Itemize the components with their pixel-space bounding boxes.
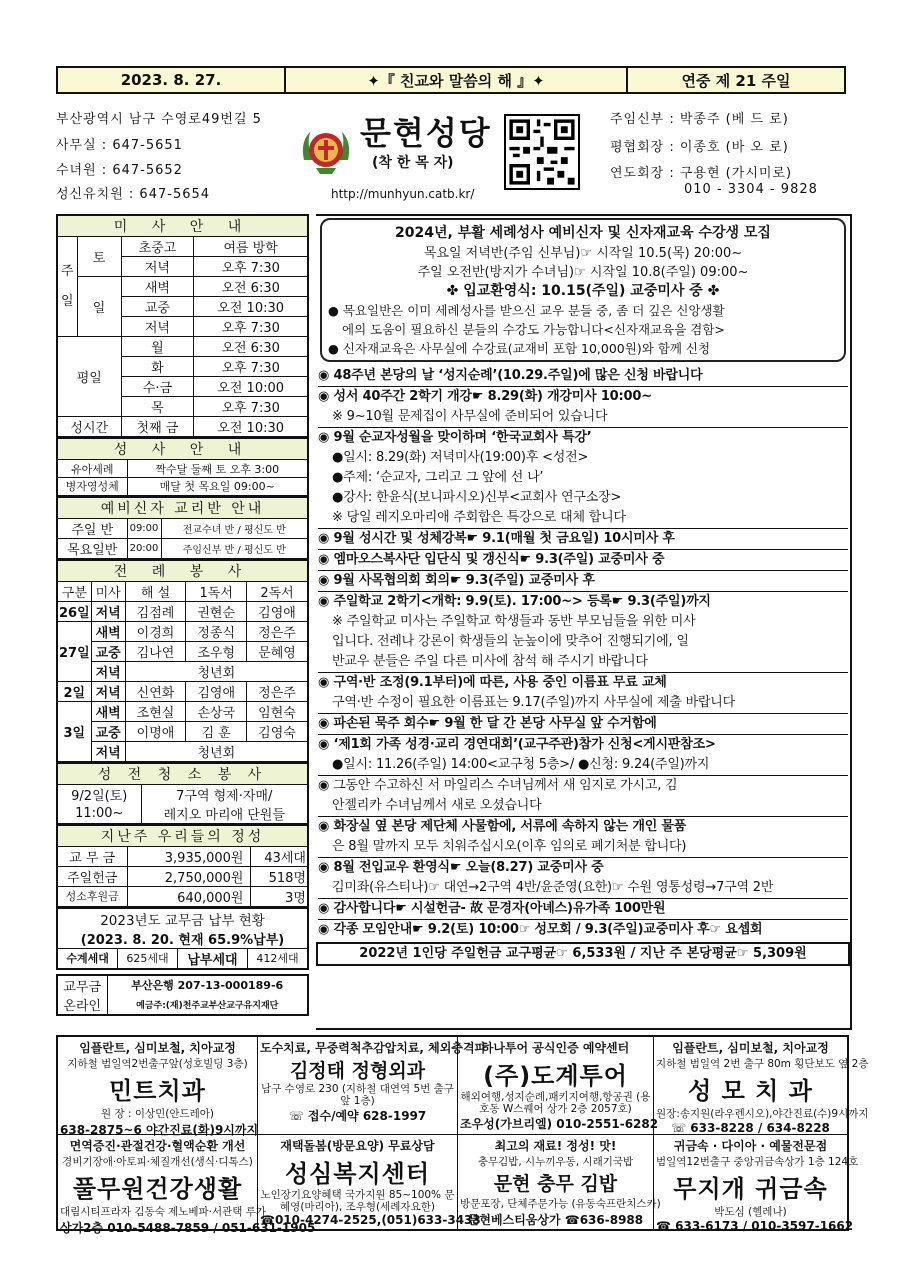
col-header: 1독서	[186, 581, 247, 601]
advertisement	[58, 1037, 258, 1135]
notice-detail: 구역·반 수정이 필요한 이름표는 9.17(주일)까지 사무실에 제출 바랍니다	[332, 695, 736, 710]
holy-hour-label: 성시간	[57, 417, 121, 438]
convent-phone: 수녀원 : 647-5652	[56, 163, 183, 178]
cleaning-date: 9/2일(토)	[57, 784, 141, 804]
liturgy-service-table	[56, 560, 309, 763]
service-day: 3일	[57, 701, 91, 762]
ad-contact: ☏ 633-8228 / 634-8228	[671, 1121, 830, 1135]
mass-time: 오전 10:30	[194, 297, 308, 317]
ad-business-name: 풀무원건강생활	[72, 1175, 243, 1203]
service-mass: 새벽	[91, 701, 125, 721]
ad-contact: ☎010-4274-2525,(051)633-3433	[260, 1213, 481, 1227]
church-patron: (착 한 목 자)	[372, 155, 454, 171]
notice-item	[318, 386, 848, 427]
ad-contact: 638-2875~6 야간진료(화)9시까지	[60, 1123, 259, 1137]
account-label: 교무금	[57, 975, 107, 995]
notice-headline: ◉ 그동안 수고하신 서 마일리스 수녀님께서 새 임지로 가시고, 김	[318, 778, 678, 793]
advertisement	[458, 1037, 659, 1135]
notice-item	[318, 713, 848, 734]
commentator: 이경희	[125, 621, 186, 641]
class-teacher: 전교수녀 반 / 평신도 반	[161, 518, 308, 538]
advertisement	[258, 1135, 481, 1231]
ad-business-name: 민트치과	[109, 1077, 206, 1105]
cleaning-group: 레지오 마리애 단원들	[141, 804, 308, 824]
ad-location: 지하철 범일역2번출구앞(성호빌딩 3층)	[67, 1058, 248, 1070]
notice-headline: ◉ 9월 성시간 및 성체강복☛ 9.1(매월 첫 금요일) 10시미사 후	[318, 531, 675, 546]
sacrament-title: 성 사 안 내	[57, 439, 308, 460]
notice-headline: ◉ 화장실 옆 본당 제단체 사물함에, 서류에 속하지 않는 개인 물품	[318, 819, 687, 834]
ad-business-name: 김정태 정형외과	[289, 1060, 426, 1082]
advertisement-grid	[56, 1035, 869, 1235]
mass-name: 월	[121, 337, 194, 357]
notice-item	[318, 528, 848, 549]
info-column	[56, 214, 309, 1016]
class-label: 목요일반	[57, 538, 127, 559]
ad-detail: 박도심 (헬레나)	[714, 1206, 787, 1218]
offering-label: 성소후원금	[57, 886, 127, 907]
offering-amount: 640,000원	[127, 886, 250, 907]
notice-headline: ◉ 8월 전입교우 환영식☛ 오늘(8.27) 교중미사 중	[318, 860, 604, 875]
service-mass: 저녁	[91, 741, 125, 762]
ad-location: 경비기장애·아토피·체질개선(생식·디톡스)	[62, 1156, 253, 1168]
notice-item	[318, 734, 848, 775]
mass-name: 목	[121, 397, 194, 417]
notice-detail: ※ 주일학교 미사는 주일학교 학생들과 동반 부모님들을 위한 미사	[332, 614, 696, 629]
recruit-line: 목요일 저녁반(주임 신부님)☞ 시작일 10.5(목) 20:00~	[423, 246, 743, 261]
mass-time: 여름 방학	[194, 237, 308, 257]
holy-hour-time: 오전 10:30	[194, 417, 308, 438]
offering-label: 교 무 금	[57, 846, 127, 866]
notice-item	[318, 672, 848, 713]
mass-name: 새벽	[121, 277, 194, 297]
ad-detail: 노인장기요양혜택 국가지원 85~100% 문혜영(마리아), 조우형(세례자요한)	[260, 1189, 455, 1213]
col-header: 구분	[57, 581, 91, 601]
ad-business-name: 문현 충무 김밥	[493, 1173, 618, 1195]
notice-item	[318, 816, 848, 857]
catechumen-table	[56, 497, 309, 560]
notice-headline: ◉ ‘제1회 가족 성경·교리 경연대회’(교구주관)참가 신청<게시판참조>	[318, 737, 716, 752]
council-president: 평협회장 : 이종호 (바 오 로)	[610, 140, 789, 155]
notice-detail: ●일시: 11.26(주일) 14:00<교구청 5층>/ ●신청: 9.24(주일)까지	[332, 757, 710, 772]
notice-detail: 반교우 분들은 주일 다른 미사에 참석 해 주시기 바랍니다	[332, 654, 648, 669]
mass-time: 오후 7:30	[194, 317, 308, 337]
reader-1: 김영애	[186, 681, 247, 701]
offering-count: 518명	[250, 866, 308, 886]
ad-tagline: 임플란트, 심미보철, 치아교정	[672, 1041, 829, 1055]
notice-item	[318, 549, 848, 570]
mass-time: 오후 7:30	[194, 357, 308, 377]
notice-detail: ※ 9~10월 문제집이 사무실에 준비되어 있습니다	[332, 409, 608, 424]
notice-headline: ◉ 주일학교 2학기<개학: 9.9(토). 17:00~> 등록☛ 9.3(주일)까지	[318, 594, 711, 609]
household-label: 수계세대	[57, 948, 118, 969]
mass-schedule-title: 미 사 안 내	[57, 215, 308, 237]
class-time: 20:00	[127, 538, 161, 559]
household-count: 625세대	[118, 948, 178, 969]
service-mass: 저녁	[91, 681, 125, 701]
notice-detail: ●일시: 8.29(화) 저녁미사(19:00)후 <성전>	[332, 450, 589, 465]
notice-item	[318, 366, 848, 386]
commentator: 조현실	[125, 701, 186, 721]
recruit-box	[320, 218, 846, 362]
dues-status-table	[56, 908, 309, 970]
notice-detail: 입니다. 전례나 강론이 학생들의 눈높이에 맞추어 진행되기에, 일	[332, 634, 689, 649]
paid-count: 412세대	[248, 948, 308, 969]
advertisement	[654, 1037, 869, 1135]
ad-location: 범일역12번출구 중앙귀금속상가 1층 124호	[656, 1156, 859, 1168]
notice-headline: ◉ 성서 40주간 2학기 개강☛ 8.29(화) 개강미사 10:00~	[318, 389, 652, 404]
commentator: 김나연	[125, 641, 186, 661]
holy-hour-day: 첫째 금	[121, 417, 194, 438]
recruit-note: ● 목요일반은 이미 세례성사를 받으신 교우 분들 중, 좀 더 깊은 신앙생활	[328, 303, 725, 318]
reader-1: 조우형	[186, 641, 247, 661]
commentator: 김점례	[125, 601, 186, 621]
recruit-title: 2024년, 부활 세례성사 예비신자 및 신자재교육 수강생 모집	[395, 225, 771, 241]
youth-president-phone: 010 - 3304 - 9828	[684, 182, 818, 197]
service-mass: 저녁	[91, 601, 125, 621]
offering-count: 43세대	[250, 846, 308, 866]
reader-2: 김영숙	[247, 721, 308, 741]
offering-average-box: 2022년 1인당 주일헌금 교구평균☞ 6,533원 / 지난 주 본당평균☞ 5,309원	[316, 942, 850, 966]
offering-table	[56, 825, 309, 908]
church-address: 부산광역시 남구 수영로49번길 5	[56, 112, 262, 127]
ad-tagline: 최고의 재료! 정성! 맛!	[494, 1139, 617, 1153]
sacrament-value: 매달 첫 목요일 09:00~	[127, 478, 308, 496]
ad-location: 지하철 범일역 2번 출구 80m 횡단보도 옆 2층	[656, 1058, 869, 1070]
col-header: 해 설	[125, 581, 186, 601]
advertisement	[654, 1135, 859, 1233]
reader-1: 김 훈	[186, 721, 247, 741]
mass-name: 저녁	[121, 317, 194, 337]
notice-detail: 김미좌(유스티나)☞ 대연→2구역 4반/윤준영(요한)☞ 수원 영통성령→7구역 2반	[332, 880, 774, 895]
parish-emblem-icon	[296, 120, 356, 180]
notice-detail: ●강사: 한윤식(보니파시오)신부<교회사 연구소장>	[332, 490, 622, 505]
ad-location: 충무김밥, 시누끼우동, 시래기국밥	[477, 1156, 634, 1168]
account-label: 온라인	[57, 995, 107, 1015]
notice-column	[316, 214, 852, 1030]
reader-2: 김영애	[247, 601, 308, 621]
ad-contact: ☏ 접수/예약 628-1997	[288, 1109, 427, 1123]
ad-detail: 해외여행,성지순례,패키지여행,항공권 (용호동 W스퀘어 상가 2층 2057호)	[460, 1091, 651, 1115]
ad-tagline: 임플란트, 심미보철, 치아교정	[79, 1041, 236, 1055]
ad-detail: 방문포장, 단체주문가능 (유동숙프란치스카)	[460, 1198, 661, 1210]
ad-tagline: 하나투어 공식인증 예약센터	[481, 1041, 630, 1055]
youth-group: 청년회	[125, 661, 308, 681]
kindergarten-phone: 성신유치원 : 647-5654	[56, 187, 211, 202]
reader-2: 정은주	[247, 621, 308, 641]
mass-time: 오전 6:30	[194, 277, 308, 297]
offering-amount: 2,750,000원	[127, 866, 250, 886]
notice-item	[318, 919, 848, 940]
notice-headline: ◉ 엠마오스복사단 입단식 및 갱신식☛ 9.3(주일) 교중미사 중	[318, 552, 665, 567]
account-holder: 예금주:(재)천주교부산교구유지재단	[107, 995, 308, 1015]
recruit-note: ● 신자재교육은 사무실에 수강료(교재비 포함 10,000원)와 함께 신청	[328, 341, 711, 356]
reader-1: 정종식	[186, 621, 247, 641]
yearly-motto: ✦『 친교와 말씀의 해 』✦	[286, 68, 628, 92]
mass-time: 오전 6:30	[194, 337, 308, 357]
church-name: 문현성당	[360, 114, 492, 152]
notice-headline: ◉ 파손된 묵주 회수☛ 9월 한 달 간 본당 사무실 앞 수거함에	[318, 716, 657, 731]
offering-amount: 3,935,000원	[127, 846, 250, 866]
sunday-day-label: 일	[77, 277, 121, 337]
advertisement	[458, 1135, 661, 1231]
sacrament-table	[56, 438, 309, 497]
online-account-table	[56, 974, 309, 1016]
bank-account: 부산은행 207-13-000189-6	[107, 975, 308, 995]
notice-item	[318, 591, 848, 672]
mass-schedule-table	[56, 214, 309, 438]
mass-name: 교중	[121, 297, 194, 317]
sacrament-value: 짝수달 둘째 토 오후 3:00	[127, 460, 308, 478]
ad-tagline: 도수치료, 무중력척추감압치료, 체외충격파	[260, 1041, 487, 1055]
commentator: 이명애	[125, 721, 186, 741]
reader-2: 문혜영	[247, 641, 308, 661]
notice-item	[318, 898, 848, 919]
reader-2: 정은주	[247, 681, 308, 701]
mass-time: 오후 7:30	[194, 257, 308, 277]
ad-detail: 원장:송지원(라우렌시오),야간진료(수)9시까지	[656, 1108, 869, 1120]
service-day: 2일	[57, 681, 91, 701]
sunday-label: 주일	[57, 237, 77, 337]
ad-contact: 조우성(가브리엘) 010-2551-6282	[460, 1117, 659, 1131]
class-time: 09:00	[127, 518, 161, 538]
commentator: 신연화	[125, 681, 186, 701]
notice-detail: ※ 당일 레지오마리애 주회합은 특강으로 대체 합니다	[332, 510, 626, 525]
service-mass: 교중	[91, 721, 125, 741]
notice-headline: ◉ 각종 모임안내☛ 9.2(토) 10:00☞ 성모회 / 9.3(주일)교중미사 후☞ 요셉회	[318, 922, 763, 937]
offering-title: 지난주 우리들의 정성	[57, 825, 308, 846]
service-day: 27일	[57, 621, 91, 681]
ad-business-name: (주)도계투어	[483, 1062, 628, 1090]
col-header: 미사	[91, 581, 125, 601]
ad-detail: 남구 수영로 230 (지하철 대연역 5번 출구 앞 1층)	[261, 1083, 454, 1107]
ad-contact: ☎ 633-6173 / 010-3597-1662	[656, 1219, 854, 1233]
cleaning-title: 성 전 청 소 봉 사	[57, 763, 308, 784]
qr-code-icon[interactable]	[504, 114, 580, 190]
cleaning-table	[56, 763, 309, 825]
class-label: 주일 반	[57, 518, 127, 538]
notice-headline: ◉ 감사합니다☛ 시설헌금- 故 문경자(아녜스)유가족 100만원	[318, 901, 666, 916]
catechumen-title: 예비신자 교리반 안내	[57, 497, 308, 518]
mass-name: 수·금	[121, 377, 194, 397]
recruit-welcome: ✤ 입교환영식: 10.15(주일) 교중미사 중 ✤	[446, 283, 720, 299]
ad-tagline: 재택돌봄(방문요양) 무료상담	[280, 1139, 435, 1153]
mass-name: 화	[121, 357, 194, 377]
notice-headline: ◉ 구역·반 조정(9.1부터)에 따른, 사용 중인 이름표 무료 교체	[318, 675, 667, 690]
dues-subtitle: (2023. 8. 20. 현재 65.9%납부)	[57, 929, 308, 949]
reader-1: 권현순	[186, 601, 247, 621]
ad-business-name: 성심복지센터	[284, 1160, 431, 1188]
offering-count: 3명	[250, 886, 308, 907]
reader-2: 임현숙	[247, 701, 308, 721]
notice-headline: ◉ 9월 사목협의회 회의☛ 9.3(주일) 교중미사 후	[318, 573, 595, 588]
service-mass: 저녁	[91, 661, 125, 681]
notice-list	[316, 366, 850, 940]
sacrament-label: 유아세례	[57, 460, 127, 478]
dues-title: 2023년도 교무금 납부 현황	[57, 908, 308, 929]
ad-detail: 원 장 : 이상민(안드레아)	[100, 1108, 215, 1120]
pastor: 주임신부 : 박종주 (베 드 로)	[610, 112, 789, 127]
ad-business-name: 무지개 귀금속	[673, 1175, 828, 1203]
notice-item	[318, 427, 848, 528]
ad-contact: 상가2층 010-5488-7859 / 051-631-1905	[60, 1221, 316, 1235]
class-teacher: 주임신부 반 / 평신도 반	[161, 538, 308, 559]
notice-detail: 은 8월 말까지 모두 치워주십시오(이후 임의로 폐기처분 합니다)	[332, 839, 687, 854]
weekday-label: 평일	[57, 337, 121, 417]
church-website-link[interactable]: http://munhyun.catb.kr/	[331, 187, 475, 201]
service-mass: 교중	[91, 641, 125, 661]
recruit-line: 주일 오전반(방지가 수녀님)☞ 시작일 10.8(주일) 09:00~	[417, 265, 749, 280]
recruit-note: 에의 도움이 필요하신 분들의 수강도 가능합니다<신자재교육을 겸함>	[342, 322, 725, 337]
notice-item	[318, 857, 848, 898]
service-day: 26일	[57, 601, 91, 621]
advertisement	[58, 1135, 316, 1235]
ad-tagline: 면역증진·관절건강·혈액순환 개선	[69, 1139, 246, 1153]
youth-president: 연도회장 : 구용현 (가시미로)	[610, 166, 793, 181]
notice-detail: ●주제: ‘순교자, 그리고 그 앞에 선 나’	[332, 470, 544, 485]
mass-time: 오후 7:30	[194, 397, 308, 417]
mass-time: 오전 10:00	[194, 377, 308, 397]
mass-name: 초중고	[121, 237, 194, 257]
saturday-label: 토	[77, 237, 121, 277]
advertisement	[258, 1037, 487, 1135]
notice-item	[318, 775, 848, 816]
notice-item	[318, 570, 848, 591]
service-mass: 새벽	[91, 621, 125, 641]
issue-bar	[56, 66, 846, 94]
paid-label: 납부세대	[177, 948, 247, 969]
notice-headline: ◉ 9월 순교자성월을 맞이하며 ‘한국교회사 특강’	[318, 430, 592, 445]
sacrament-label: 병자영성체	[57, 478, 127, 496]
notice-detail: 안젤리카 수녀님께서 새로 오셨습니다	[332, 798, 542, 813]
ad-tagline: 귀금속 · 다이아 · 예물전문점	[673, 1139, 828, 1153]
liturgical-week: 연중 제 21 주일	[681, 71, 791, 90]
mass-name: 저녁	[121, 257, 194, 277]
reader-1: 손상국	[186, 701, 247, 721]
notice-headline: ◉ 48주년 본당의 날 ‘성지순례’(10.29.주일)에 많은 신청 바랍니다	[318, 368, 703, 383]
cleaning-time: 11:00~	[57, 804, 141, 824]
issue-date: 2023. 8. 27.	[58, 68, 286, 92]
ad-detail: 대림시티프라자 김동숙 제노베파·서관택 루가	[60, 1206, 267, 1218]
col-header: 2독서	[247, 581, 308, 601]
liturgy-title: 전 례 봉 사	[57, 560, 308, 581]
ad-business-name: 성 모 치 과	[688, 1077, 813, 1105]
offering-label: 주일헌금	[57, 866, 127, 886]
office-phone: 사무실 : 647-5651	[56, 138, 183, 153]
youth-group: 청년회	[125, 741, 308, 762]
ad-contact: 문현베스티움상가 ☎636-8988	[467, 1213, 644, 1227]
cleaning-group: 7구역 형제·자매/	[141, 784, 308, 804]
